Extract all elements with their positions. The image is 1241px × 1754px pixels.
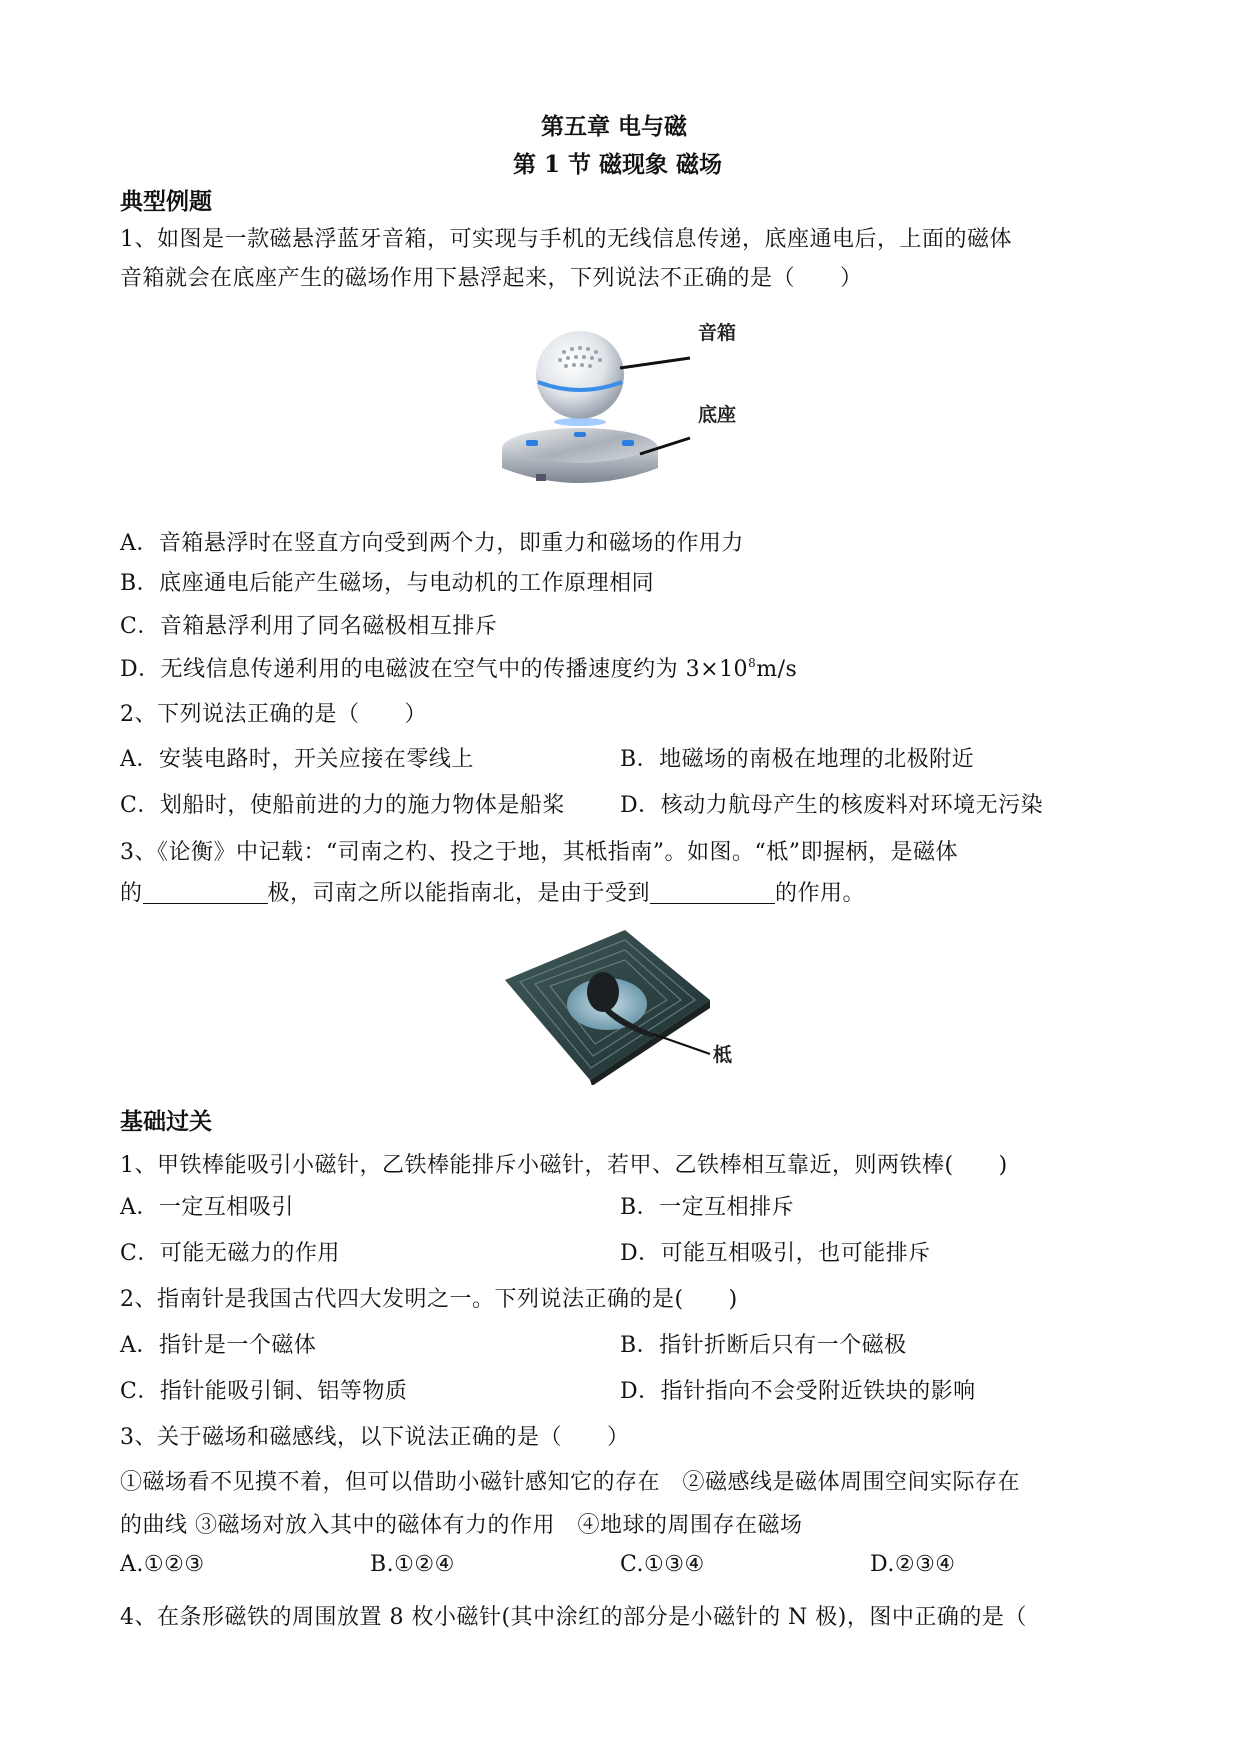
- typical-q1-option-d: D．无线信息传递利用的电磁波在空气中的传播速度约为 $3\times 10^8m/s$: [120, 656, 798, 682]
- typical-q1-option-a: A．音箱悬浮时在竖直方向受到两个力，即重力和磁场的作用力: [120, 531, 744, 556]
- sinan-compass-illustration: [505, 930, 745, 1085]
- basic-q2-stem: 2、指南针是我国古代四大发明之一。下列说法正确的是( ): [120, 1287, 738, 1312]
- typical-q2-option-b: B．地磁场的南极在地理的北极附近: [620, 747, 975, 772]
- basic-q3-option-a: A.①②③: [120, 1552, 205, 1577]
- typical-q1-option-b: B．底座通电后能产生磁场，与电动机的工作原理相同: [120, 571, 655, 596]
- basic-q3-statement-line1: ①磁场看不见摸不着，但可以借助小磁针感知它的存在 ②磁感线是磁体周围空间实际存在: [120, 1470, 1021, 1495]
- basic-q1-option-c: C．可能无磁力的作用: [120, 1241, 340, 1266]
- sinan-spoon-bowl: [587, 972, 619, 1012]
- basic-q3-option-d: D.②③④: [870, 1552, 956, 1577]
- typical-q2-option-c: C．划船时，使船前进的力的施力物体是船桨: [120, 793, 565, 818]
- section-heading-basic: 基础过关: [120, 1108, 212, 1135]
- typical-q3-line2: 的 极，司南之所以能指南北，是由于受到 的作用。: [120, 881, 866, 906]
- basic-q4-stem: 4、在条形磁铁的周围放置 8 枚小磁针(其中涂红的部分是小磁针的 N 极)，图中正确的是（: [120, 1605, 1027, 1630]
- base-label: 底座: [698, 404, 737, 426]
- typical-q3-line1: 3、《论衡》中记载：“司南之杓、投之于地，其柢指南”。如图。“柢”即握柄，是磁体: [120, 840, 958, 865]
- section-heading-typical: 典型例题: [120, 188, 212, 215]
- typical-q1-line2: 音箱就会在底座产生的磁场作用下悬浮起来，下列说法不正确的是（ ）: [120, 266, 863, 291]
- typical-q1-option-c: C．音箱悬浮利用了同名磁极相互排斥: [120, 614, 498, 639]
- section-title: 第 1 节 磁现象 磁场: [513, 151, 723, 178]
- levitating-speaker-illustration: [500, 330, 800, 500]
- typical-q2-option-a: A．安装电路时，开关应接在零线上: [120, 747, 474, 772]
- basic-q1-stem: 1、甲铁棒能吸引小磁针，乙铁棒能排斥小磁针，若甲、乙铁棒相互靠近，则两铁棒( ): [120, 1153, 1008, 1178]
- basic-q2-option-d: D．指针指向不会受附近铁块的影响: [620, 1379, 976, 1404]
- speaker-figure: [500, 322, 800, 500]
- basic-q2-option-a: A．指针是一个磁体: [120, 1333, 317, 1358]
- basic-q1-option-b: B．一定互相排斥: [620, 1195, 795, 1220]
- typical-q2-option-d: D．核动力航母产生的核废料对环境无污染: [620, 793, 1044, 818]
- basic-q2-option-c: C．指针能吸引铜、铝等物质: [120, 1379, 408, 1404]
- chapter-title: 第五章 电与磁: [541, 113, 688, 140]
- answer-blank-1[interactable]: [143, 881, 268, 904]
- speaker-label: 音箱: [698, 322, 737, 344]
- basic-q3-statement-line2: 的曲线 ③磁场对放入其中的磁体有力的作用 ④地球的周围存在磁场: [120, 1513, 803, 1538]
- basic-q1-option-a: A．一定互相吸引: [120, 1195, 294, 1220]
- basic-q3-option-b: B.①②④: [370, 1552, 455, 1577]
- handle-label: 柢: [713, 1044, 733, 1066]
- basic-q3-stem: 3、关于磁场和磁感线，以下说法正确的是（ ）: [120, 1425, 630, 1450]
- answer-blank-2[interactable]: [650, 881, 775, 904]
- basic-q2-option-b: B．指针折断后只有一个磁极: [620, 1333, 907, 1358]
- basic-q1-option-d: D．可能互相吸引，也可能排斥: [620, 1241, 931, 1266]
- basic-q3-option-c: C.①③④: [620, 1552, 705, 1577]
- speaker-sphere: [536, 331, 624, 419]
- typical-q1-line1: 1、如图是一款磁悬浮蓝牙音箱，可实现与手机的无线信息传递，底座通电后，上面的磁体: [120, 227, 1013, 252]
- typical-q2-stem: 2、下列说法正确的是（ ）: [120, 702, 427, 727]
- sinan-figure: [505, 930, 745, 1085]
